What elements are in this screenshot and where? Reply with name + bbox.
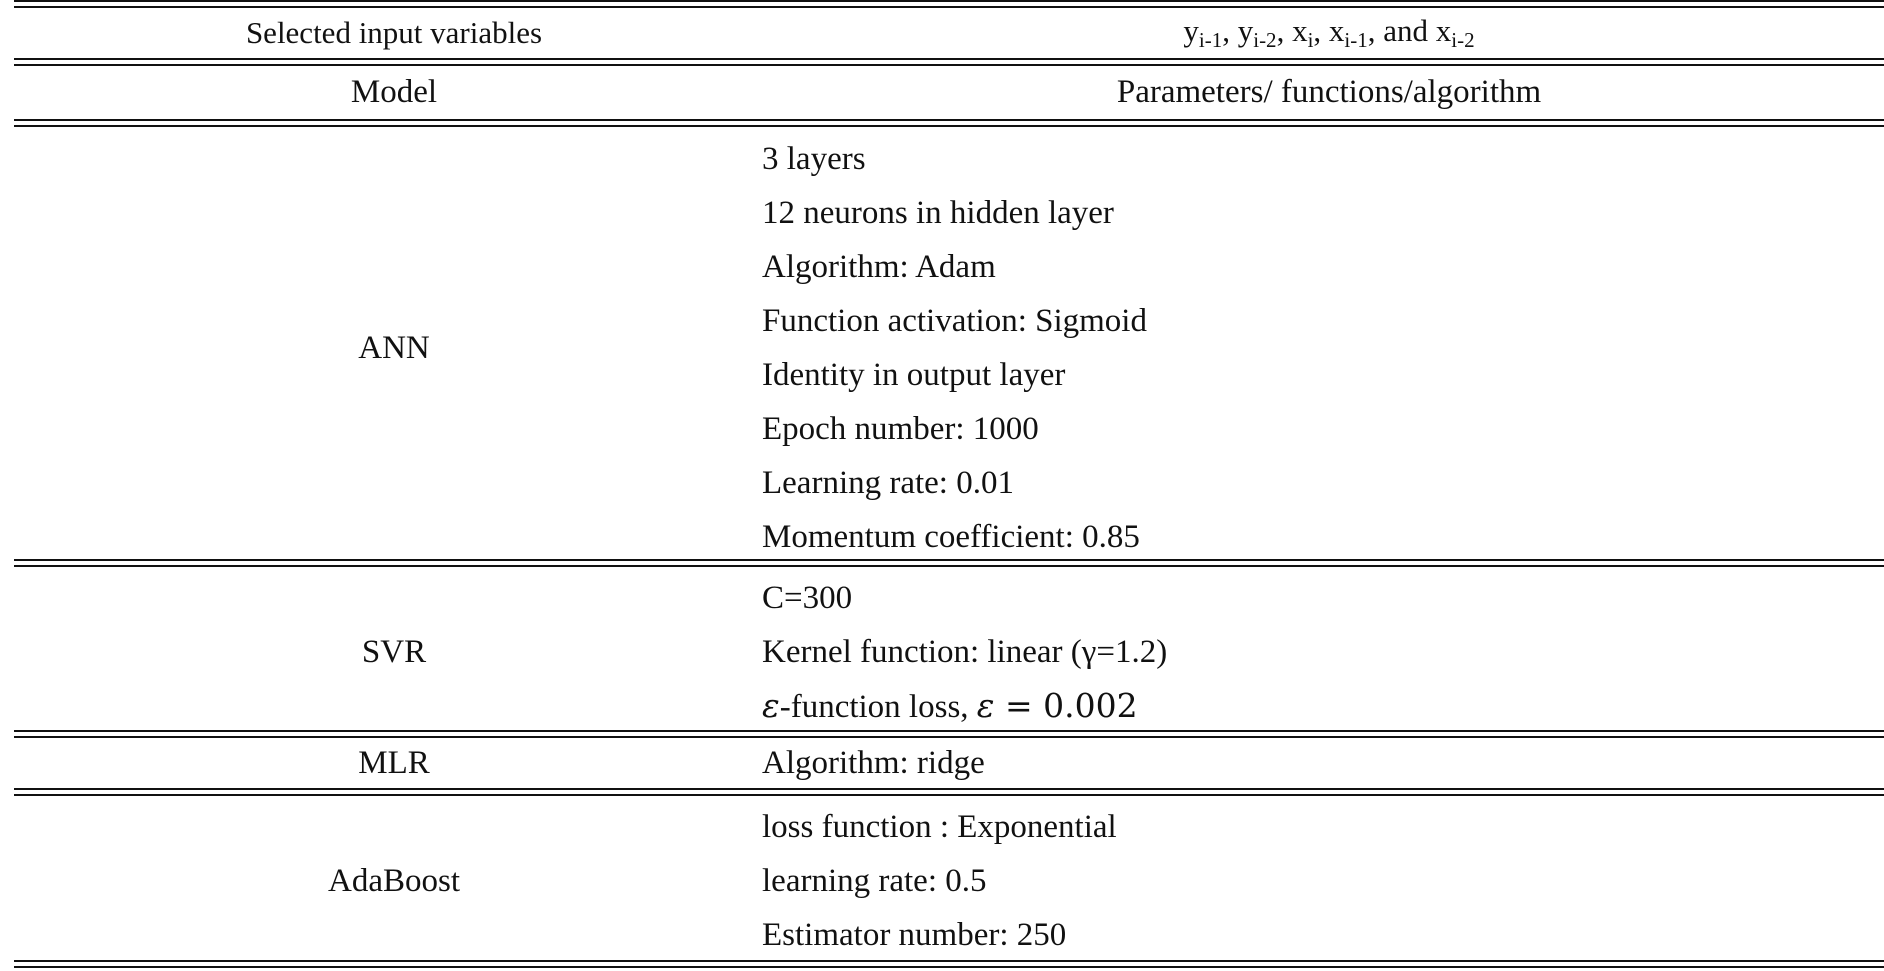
selected-variables-value (774, 8, 1884, 57)
param-item: Estimator number: 250 (762, 917, 1067, 953)
param-item: Function activation: Sigmoid (762, 303, 1147, 339)
param-item: Learning rate: 0.01 (762, 465, 1014, 501)
model-name: AdaBoost (328, 862, 460, 899)
model-name: SVR (361, 633, 427, 670)
row-rule-ann (14, 559, 1884, 567)
var-sep: , (1276, 12, 1293, 48)
top-rule (14, 0, 1884, 8)
param-item: Epoch number: 1000 (762, 411, 1039, 447)
selected-variables-row (14, 8, 1884, 57)
var-base: x (1328, 12, 1345, 48)
param-item: 12 neurons in hidden layer (762, 195, 1114, 231)
table-row-adaboost (14, 800, 1884, 962)
param-item: Identity in output layer (762, 357, 1066, 393)
var-sub: i-2 (1451, 27, 1475, 52)
table-row-svr (14, 571, 1884, 733)
var-sep: , (1222, 12, 1238, 48)
epsilon-symbol: ε (762, 686, 780, 725)
model-params (762, 800, 1884, 962)
param-item: Momentum coefficient: 0.85 (762, 519, 1140, 555)
param-item: learning rate: 0.5 (762, 863, 987, 899)
column-header-row (14, 66, 1884, 118)
header-rule-1 (14, 58, 1884, 66)
model-name: ANN (358, 329, 430, 366)
param-item: 3 layers (762, 141, 866, 177)
params-column-header: Parameters/ functions/algorithm (1116, 73, 1542, 110)
var-sub: i-1 (1198, 27, 1223, 52)
model-params (762, 571, 1884, 733)
var-sep: , (1313, 12, 1329, 48)
model-params (762, 738, 1884, 788)
model-params (762, 133, 1884, 563)
param-item: C=300 (762, 580, 853, 616)
param-item: Kernel function: linear (γ=1.2) (762, 634, 1168, 670)
var-base: y (1237, 12, 1254, 48)
var-sub: i (1307, 27, 1314, 52)
param-item: Algorithm: ridge (762, 745, 985, 781)
table-row-mlr (14, 738, 1884, 788)
epsilon-symbol: ε (976, 686, 995, 725)
selected-variables-label: Selected input variables (245, 14, 543, 50)
param-item: Algorithm: Adam (762, 249, 996, 285)
model-name: MLR (358, 744, 430, 781)
var-base: x (1292, 12, 1308, 48)
param-item-loss: ε-function loss, ε = 0.002 (762, 686, 1138, 725)
var-sub: i-1 (1344, 27, 1368, 52)
bottom-rule (14, 960, 1884, 968)
var-base: y (1183, 12, 1199, 48)
model-column-header: Model (350, 73, 438, 110)
header-rule-2 (14, 119, 1884, 127)
var-sub: i-2 (1253, 27, 1277, 52)
param-item: loss function : Exponential (762, 809, 1117, 845)
var-sep: , and (1367, 12, 1436, 48)
table-row-ann (14, 133, 1884, 563)
var-base: x (1435, 12, 1452, 48)
row-rule-mlr (14, 788, 1884, 796)
